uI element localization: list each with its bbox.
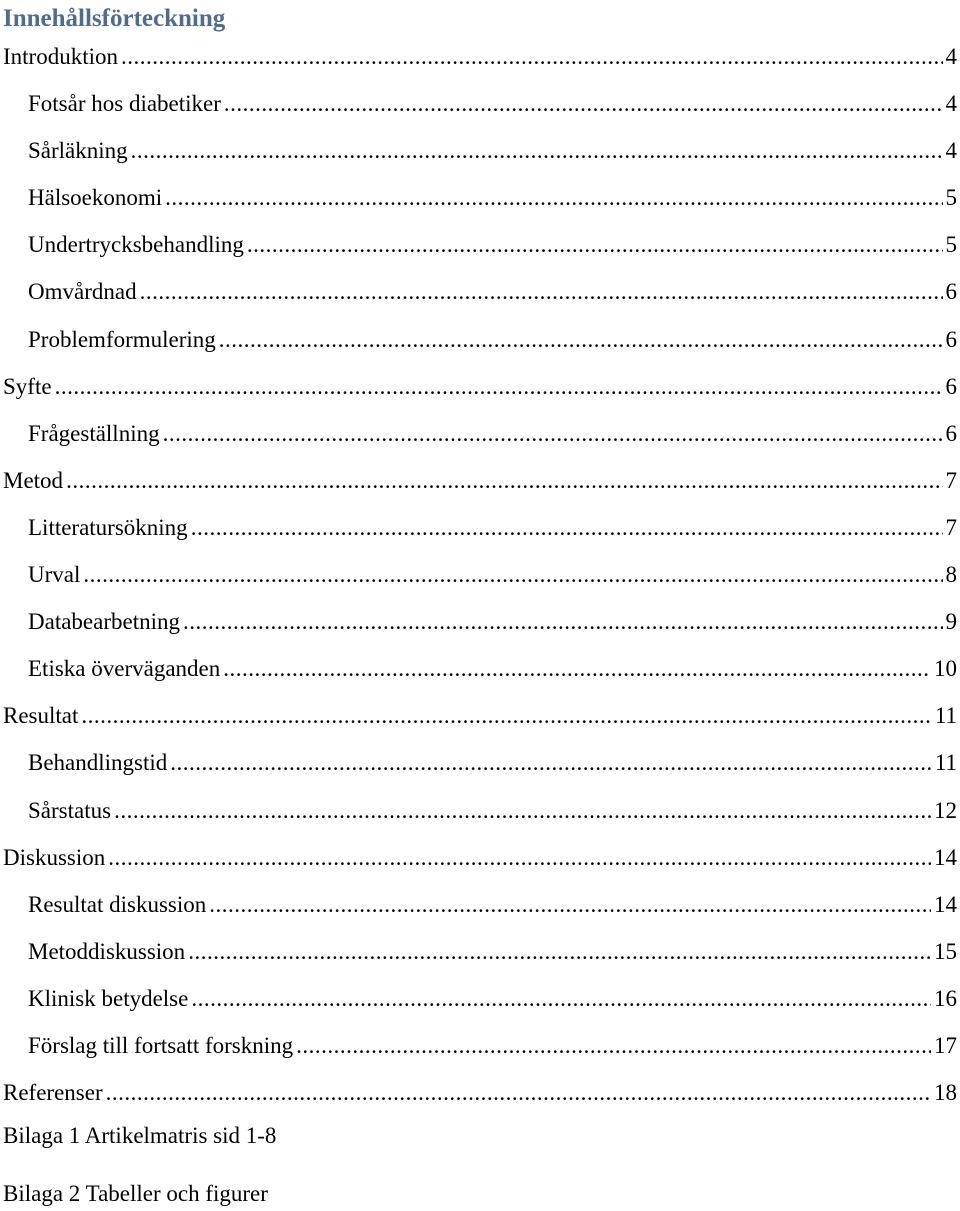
appendix-1: Bilaga 1 Artikelmatris sid 1-8: [3, 1123, 277, 1148]
toc-entry[interactable]: [0, 928, 960, 975]
dot-leader: [121, 33, 943, 80]
toc-entry-page-number: 17: [934, 1032, 957, 1058]
toc-entry-page-number: 11: [934, 750, 957, 776]
dot-leader: [219, 316, 943, 363]
toc-entry-label: Referenser: [3, 1080, 103, 1106]
toc-entry[interactable]: [0, 645, 960, 692]
dot-leader: [170, 739, 932, 786]
toc-entry[interactable]: [0, 551, 960, 598]
dot-leader: [131, 127, 943, 174]
toc-entry-label: Klinisk betydelse: [28, 985, 189, 1011]
dot-leader: [183, 598, 943, 645]
toc-entry-label: Omvårdnad: [28, 279, 137, 305]
toc-entry[interactable]: [0, 174, 960, 221]
toc-entry[interactable]: [0, 787, 960, 834]
toc-entry-label: Undertrycksbehandling: [28, 232, 244, 258]
toc-entry-page-number: 4: [945, 138, 957, 164]
toc-entry-label: Sårstatus: [28, 797, 112, 823]
toc-entry[interactable]: [0, 363, 960, 410]
dot-leader: [224, 80, 943, 127]
dot-leader: [106, 1069, 931, 1116]
toc-entry-page-number: 4: [945, 91, 957, 117]
toc-entry-page-number: 5: [945, 185, 957, 211]
dot-leader: [191, 975, 931, 1022]
dot-leader: [108, 834, 931, 881]
toc-entry-page-number: 15: [934, 938, 957, 964]
toc-entry-page-number: 18: [934, 1080, 957, 1106]
toc-entry[interactable]: [0, 598, 960, 645]
toc-entry-page-number: 6: [945, 420, 957, 446]
toc-entry-label: Metod: [3, 467, 64, 493]
toc-entry-page-number: 7: [945, 514, 957, 540]
toc-entry[interactable]: [0, 127, 960, 174]
dot-leader: [165, 174, 942, 221]
toc-entry[interactable]: [0, 410, 960, 457]
toc-entry-page-number: 6: [945, 373, 957, 399]
dot-leader: [55, 363, 943, 410]
toc-entry-label: Urval: [28, 562, 81, 588]
toc-entry[interactable]: [0, 221, 960, 268]
toc-entry-label: Behandlingstid: [28, 750, 168, 776]
dot-leader: [296, 1022, 931, 1069]
dot-leader: [66, 457, 942, 504]
toc-entry-page-number: 14: [934, 844, 957, 870]
toc-entry[interactable]: [0, 504, 960, 551]
dot-leader: [223, 645, 931, 692]
toc-entry-label: Sårläkning: [28, 138, 128, 164]
toc-entry[interactable]: [0, 1069, 960, 1116]
toc-entry[interactable]: [0, 692, 960, 739]
toc-entry-page-number: 9: [945, 609, 957, 635]
dot-leader: [114, 787, 931, 834]
dot-leader: [163, 410, 943, 457]
toc-entry[interactable]: [0, 316, 960, 363]
toc-title: Innehållsförteckning: [3, 5, 226, 32]
dot-leader: [83, 551, 942, 598]
toc-entry-page-number: 16: [934, 985, 957, 1011]
toc-entry-label: Resultat: [3, 703, 79, 729]
toc-list: [0, 33, 960, 1116]
toc-entry-label: Syfte: [3, 373, 52, 399]
toc-entry[interactable]: [0, 33, 960, 80]
toc-entry[interactable]: [0, 975, 960, 1022]
toc-entry-page-number: 5: [945, 232, 957, 258]
dot-leader: [188, 928, 931, 975]
dot-leader: [140, 268, 943, 315]
toc-entry[interactable]: [0, 739, 960, 786]
toc-entry-label: Hälsoekonomi: [28, 185, 163, 211]
toc-entry-page-number: 6: [945, 279, 957, 305]
toc-entry[interactable]: [0, 834, 960, 881]
toc-entry[interactable]: [0, 1022, 960, 1069]
toc-entry[interactable]: [0, 80, 960, 127]
dot-leader: [191, 504, 943, 551]
toc-entry-label: Diskussion: [3, 844, 106, 870]
appendix-2: Bilaga 2 Tabeller och figurer: [3, 1181, 268, 1206]
toc-entry-label: Etiska överväganden: [28, 656, 221, 682]
toc-entry[interactable]: [0, 881, 960, 928]
toc-entry-label: Förslag till fortsatt forskning: [28, 1032, 294, 1058]
toc-entry-page-number: 11: [934, 703, 957, 729]
toc-entry-page-number: 10: [934, 656, 957, 682]
toc-entry-label: Litteratursökning: [28, 514, 188, 540]
toc-entry-page-number: 8: [945, 562, 957, 588]
toc-entry[interactable]: [0, 268, 960, 315]
toc-entry-label: Fotsår hos diabetiker: [28, 91, 221, 117]
toc-entry-page-number: 6: [945, 326, 957, 352]
dot-leader: [209, 881, 931, 928]
toc-entry-page-number: 7: [945, 467, 957, 493]
dot-leader: [81, 692, 931, 739]
toc-entry-label: Problemformulering: [28, 326, 216, 352]
toc-entry[interactable]: [0, 457, 960, 504]
toc-entry-label: Resultat diskussion: [28, 891, 207, 917]
toc-entry-label: Introduktion: [3, 44, 118, 69]
toc-entry-page-number: 12: [934, 797, 957, 823]
dot-leader: [247, 221, 943, 268]
toc-entry-page-number: 4: [945, 44, 957, 69]
toc-entry-label: Databearbetning: [28, 609, 180, 635]
toc-entry-label: Metoddiskussion: [28, 938, 186, 964]
toc-entry-page-number: 14: [934, 891, 957, 917]
toc-entry-label: Frågeställning: [28, 420, 160, 446]
